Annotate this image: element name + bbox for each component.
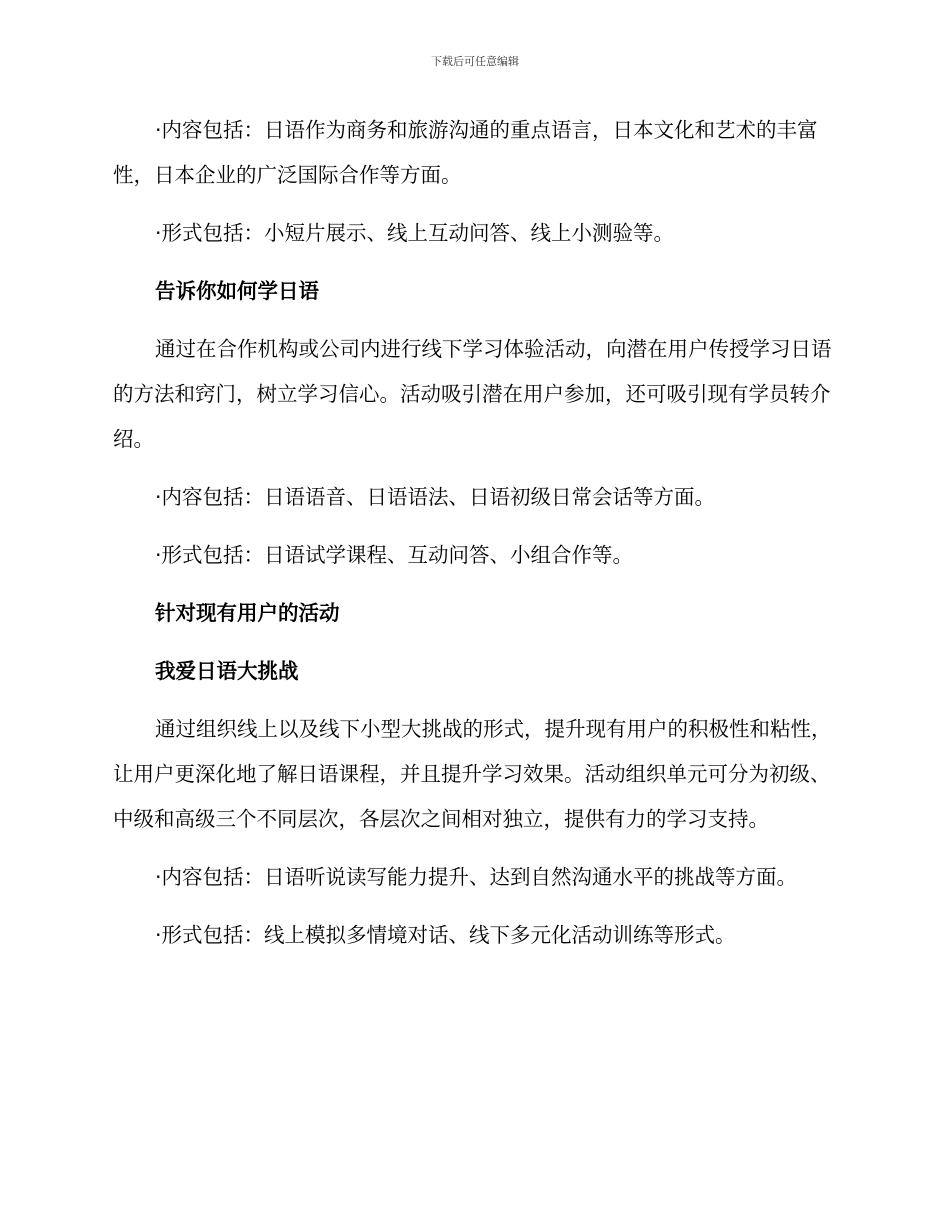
bullet-content-basics <box>113 475 833 520</box>
bullet-text: 形式包括：线上模拟多情境对话、线下多元化活动训练等形式。 <box>161 923 736 947</box>
paragraph-challenge-description: 通过组织线上以及线下小型大挑战的形式，提升现有用户的积极性和粘性，让用户更深化地了解日语课程，并且提升学习效果。活动组织单元可分为初级、中级和高级三个不同层次，各层次之间相对独立，提供有力的学习支持。 <box>113 717 832 831</box>
bullet-marker: · <box>155 118 162 142</box>
bullet-marker: · <box>155 485 162 509</box>
page-header: 下载后可任意编辑 <box>431 55 519 68</box>
section-heading-existing-users: 针对现有用户的活动 <box>155 601 340 625</box>
bullet-marker: · <box>155 923 162 947</box>
bullet-content-culture <box>113 108 833 198</box>
bullet-format-trial <box>113 533 833 578</box>
document-body <box>113 108 833 971</box>
bullet-format-online <box>113 211 833 256</box>
bullet-marker: · <box>155 543 162 567</box>
paragraph-offline-experience: 通过在合作机构或公司内进行线下学习体验活动，向潜在用户传授学习日语的方法和窍门，树立学习信心。活动吸引潜在用户参加，还可吸引现有学员转介绍。 <box>113 337 832 451</box>
bullet-format-dialogue <box>113 913 833 958</box>
bullet-text: 形式包括：小短片展示、线上互动问答、线上小测验等。 <box>161 221 675 245</box>
bullet-marker: · <box>155 221 162 245</box>
bullet-marker: · <box>155 865 162 889</box>
bullet-content-skills <box>113 855 833 900</box>
bullet-text: 内容包括：日语作为商务和旅游沟通的重点语言，日本文化和艺术的丰富性，日本企业的广泛国际合作等方面。 <box>113 118 818 187</box>
bullet-text: 内容包括：日语语音、日语语法、日语初级日常会话等方面。 <box>161 485 716 509</box>
bullet-text: 形式包括：日语试学课程、互动问答、小组合作等。 <box>161 543 634 567</box>
section-heading-challenge: 我爱日语大挑战 <box>155 659 299 683</box>
bullet-text: 内容包括：日语听说读写能力提升、达到自然沟通水平的挑战等方面。 <box>161 865 798 889</box>
section-heading-how-to-learn: 告诉你如何学日语 <box>155 279 319 303</box>
